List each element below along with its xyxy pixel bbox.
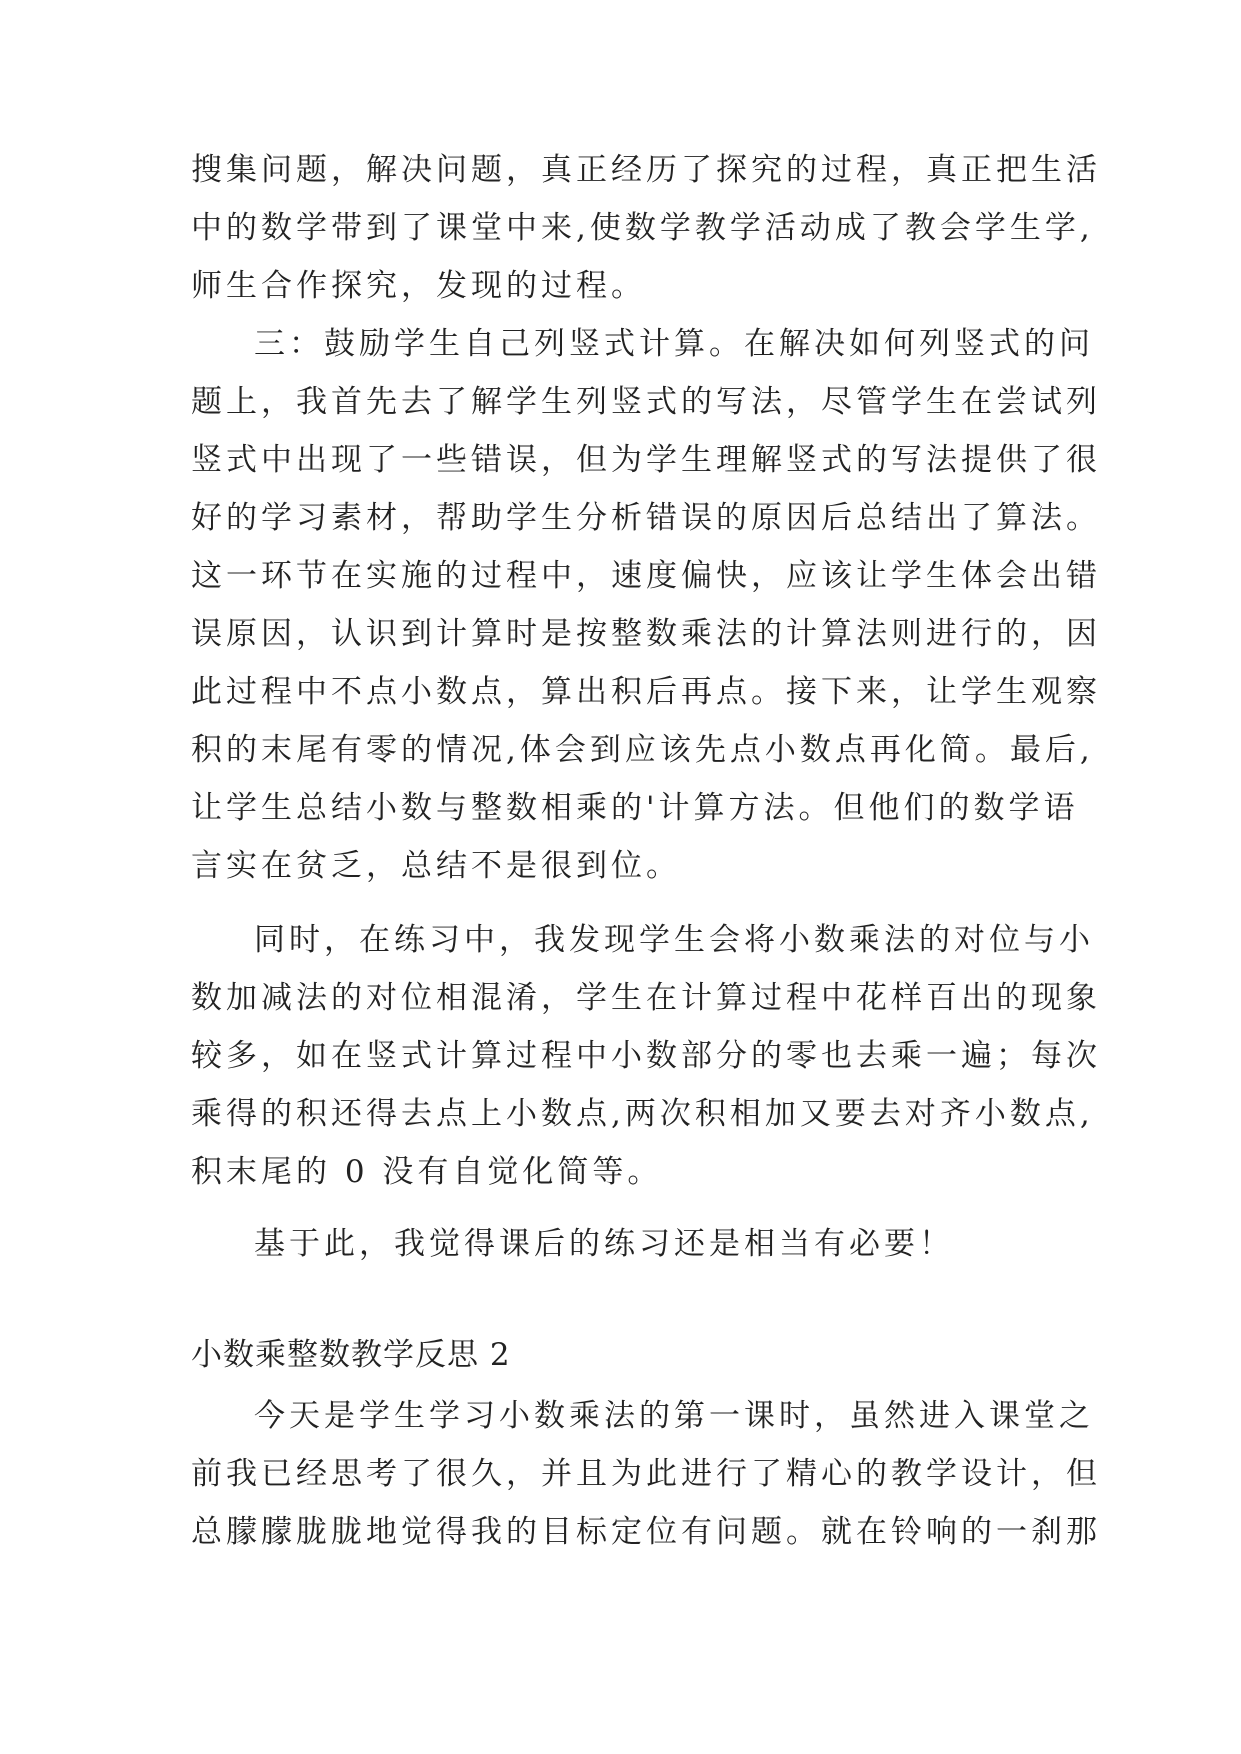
text-line: 总朦朦胧胧地觉得我的目标定位有问题。就在铃响的一刹那: [191, 1514, 1101, 1550]
text-line: 积末尾的 0 没有自觉化简等。: [191, 1154, 663, 1190]
paragraph-start-line: 同时，在练习中，我发现学生会将小数乘法的对位与小: [254, 922, 1094, 958]
text-line: 此过程中不点小数点，算出积后再点。接下来，让学生观察: [191, 674, 1101, 710]
section-heading: 小数乘整数教学反思 2: [191, 1337, 511, 1373]
text-line: 让学生总结小数与整数相乘的'计算方法。但他们的数学语: [191, 790, 1079, 826]
text-line: 竖式中出现了一些错误，但为学生理解竖式的写法提供了很: [191, 442, 1101, 478]
text-line: 题上，我首先去了解学生列竖式的写法，尽管学生在尝试列: [191, 384, 1101, 420]
text-line: 好的学习素材，帮助学生分析错误的原因后总结出了算法。: [191, 500, 1101, 536]
paragraph-start-line: 三：鼓励学生自己列竖式计算。在解决如何列竖式的问: [254, 326, 1094, 362]
paragraph-start-line: 基于此，我觉得课后的练习还是相当有必要！: [254, 1226, 954, 1262]
text-line: 搜集问题，解决问题，真正经历了探究的过程，真正把生活: [191, 152, 1101, 188]
text-line: 中的数学带到了课堂中来,使数学教学活动成了教会学生学,: [191, 210, 1094, 246]
text-line: 误原因，认识到计算时是按整数乘法的计算法则进行的，因: [191, 616, 1101, 652]
text-line: 言实在贫乏，总结不是很到位。: [191, 848, 681, 884]
text-line: 这一环节在实施的过程中，速度偏快，应该让学生体会出错: [191, 558, 1101, 594]
text-line: 乘得的积还得去点上小数点,两次积相加又要去对齐小数点,: [191, 1096, 1094, 1132]
text-line: 前我已经思考了很久，并且为此进行了精心的教学设计，但: [191, 1456, 1101, 1492]
text-line: 积的末尾有零的情况,体会到应该先点小数点再化简。最后,: [191, 732, 1094, 768]
text-line: 师生合作探究，发现的过程。: [191, 268, 646, 304]
text-line: 较多，如在竖式计算过程中小数部分的零也去乘一遍；每次: [191, 1038, 1101, 1074]
paragraph-start-line: 今天是学生学习小数乘法的第一课时，虽然进入课堂之: [254, 1398, 1094, 1434]
text-line: 数加减法的对位相混淆，学生在计算过程中花样百出的现象: [191, 980, 1101, 1016]
